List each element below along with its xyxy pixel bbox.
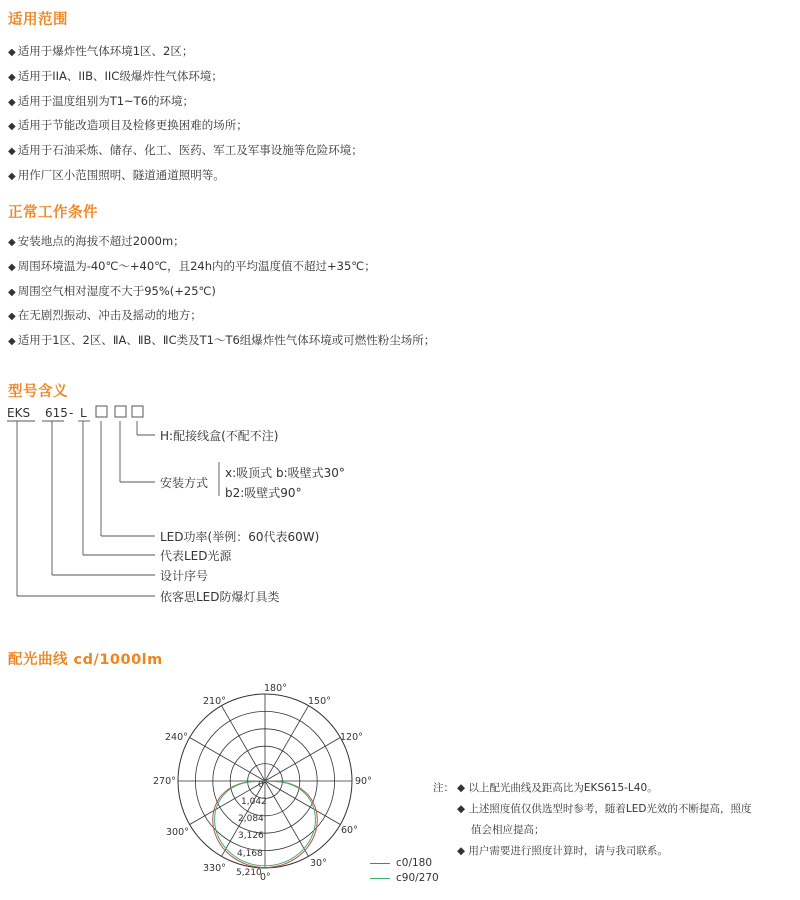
legend-label: c0/180 — [396, 856, 433, 869]
radial-label: 5,210 — [236, 868, 262, 878]
radial-label: 4,168 — [237, 849, 263, 859]
note-text: 值会相应提高； — [471, 824, 545, 836]
radial-label: 3,126 — [238, 831, 264, 841]
list-item: ◆ 适用于石油采炼、储存、化工、医药、军工及军事设施等危险环境； — [8, 143, 363, 158]
conditions-list — [8, 230, 435, 354]
legend-swatch-red — [370, 863, 390, 864]
label-install: 安装方式 — [160, 476, 209, 490]
model-code-number: 615 — [45, 406, 68, 420]
angle-label-240: 240° — [165, 732, 188, 743]
angle-label-90: 90° — [355, 776, 372, 787]
legend-item-c0 — [370, 855, 439, 870]
bullet-diamond-icon: ◆ — [8, 47, 16, 58]
radial-label: 2,084 — [238, 814, 264, 824]
angle-label-300: 300° — [166, 827, 189, 838]
polar-chart — [153, 678, 400, 888]
bullet-diamond-icon: ◆ — [8, 261, 16, 273]
label-serial: 设计序号 — [160, 569, 209, 583]
scope-list — [8, 40, 363, 189]
note-text: 上述照度值仅供选型时参考，随着LED光效的不断提高，照度 — [468, 803, 752, 815]
angle-label-30: 30° — [310, 858, 327, 869]
bullet-diamond-icon: ◆ — [8, 146, 16, 158]
legend-item-c90 — [370, 870, 439, 885]
note-text: 用户需要进行照度计算时，请与我司联系。 — [468, 845, 668, 857]
list-item: ◆ 适用于温度组别为T1~T6的环境； — [8, 93, 195, 108]
angle-label-330: 330° — [203, 863, 226, 874]
bullet-diamond-icon: ◆ — [8, 336, 16, 348]
bullet-diamond-icon: ◆ — [8, 311, 16, 323]
note-row — [433, 799, 752, 820]
model-code-diagram — [0, 400, 420, 610]
note-text: 以上配光曲线及距高比为EKS615-L40。 — [468, 782, 658, 794]
list-item: ◆ 适用于1区、2区、ⅡA、ⅡB、ⅡC类及T1～T6组爆炸性气体环境或可燃性粉尘场所； — [8, 333, 436, 348]
bullet-diamond-icon: ◆ — [8, 237, 16, 248]
label-brand: 依客思LED防爆灯具类 — [160, 590, 280, 604]
list-item: ◆ 适用于IIA、IIB、IIC级爆炸性气体环境； — [8, 68, 223, 83]
label-h: H:配接线盒(不配不注) — [160, 429, 279, 443]
bullet-diamond-icon: ◆ — [8, 71, 16, 83]
note-row — [433, 820, 752, 841]
label-source: 代表LED光源 — [160, 549, 232, 563]
bullet-diamond-icon: ◆ — [8, 121, 16, 133]
model-code-prefix: EKS — [7, 406, 31, 420]
list-item: ◆ 安装地点的海拔不超过2000m； — [8, 234, 185, 248]
label-power: LED功率(举例：60代表60W) — [160, 530, 320, 544]
list-item: ◆ 用作厂区小范围照明、隧道通道照明等。 — [8, 167, 225, 182]
list-item: ◆ 适用于节能改造项目及检修更换困难的场所； — [8, 118, 248, 133]
note-row — [433, 778, 752, 799]
bullet-diamond-icon: ◆ — [8, 170, 16, 182]
polar-chart-svg — [153, 678, 400, 888]
notes-label: 注： — [433, 782, 454, 794]
section-title-light-curve: 配光曲线 cd/1000lm — [8, 652, 163, 668]
section-title-scope: 适用范围 — [8, 12, 68, 28]
code-box-h — [132, 406, 143, 417]
angle-label-0: 0° — [260, 872, 271, 883]
list-item: ◆ 周围空气相对湿度不大于95%(+25℃) — [8, 283, 216, 298]
chart-legend — [370, 855, 439, 885]
list-item: ◆ 周围环境温为-40℃～+40℃，且24h内的平均温度值不超过+35℃； — [8, 258, 376, 273]
model-code-letter: L — [80, 406, 87, 420]
list-item: ◆ 适用于爆炸性气体环境1区、2区； — [8, 44, 194, 58]
section-title-model: 型号含义 — [8, 384, 68, 400]
angle-label-120: 120° — [340, 732, 363, 743]
bullet-diamond-icon: ◆ — [457, 845, 469, 857]
label-install-x-b: x:吸顶式 b:吸壁式30° — [225, 466, 345, 480]
bullet-diamond-icon: ◆ — [8, 96, 16, 108]
angle-label-180: 180° — [264, 683, 287, 694]
section-title-conditions: 正常工作条件 — [8, 205, 98, 221]
list-item: ◆ 在无剧烈振动、冲击及摇动的地方； — [8, 308, 202, 323]
code-box-power — [96, 406, 107, 417]
radial-label: 1,042 — [241, 797, 267, 807]
code-box-install — [115, 406, 126, 417]
legend-label: c90/270 — [396, 871, 439, 884]
angle-label-150: 150° — [308, 696, 331, 707]
angle-label-60: 60° — [341, 825, 358, 836]
label-install-b2: b2:吸壁式90° — [225, 486, 302, 500]
radial-label: 0 — [258, 780, 264, 790]
angle-label-270: 270° — [153, 776, 176, 787]
bullet-diamond-icon: ◆ — [457, 782, 469, 794]
bullet-diamond-icon: ◆ — [8, 286, 16, 298]
bullet-diamond-icon: ◆ — [457, 803, 469, 815]
angle-label-210: 210° — [203, 696, 226, 707]
legend-swatch-green — [370, 878, 390, 879]
model-code-dash: - — [69, 406, 74, 420]
note-row — [433, 841, 752, 862]
chart-notes — [433, 778, 752, 862]
